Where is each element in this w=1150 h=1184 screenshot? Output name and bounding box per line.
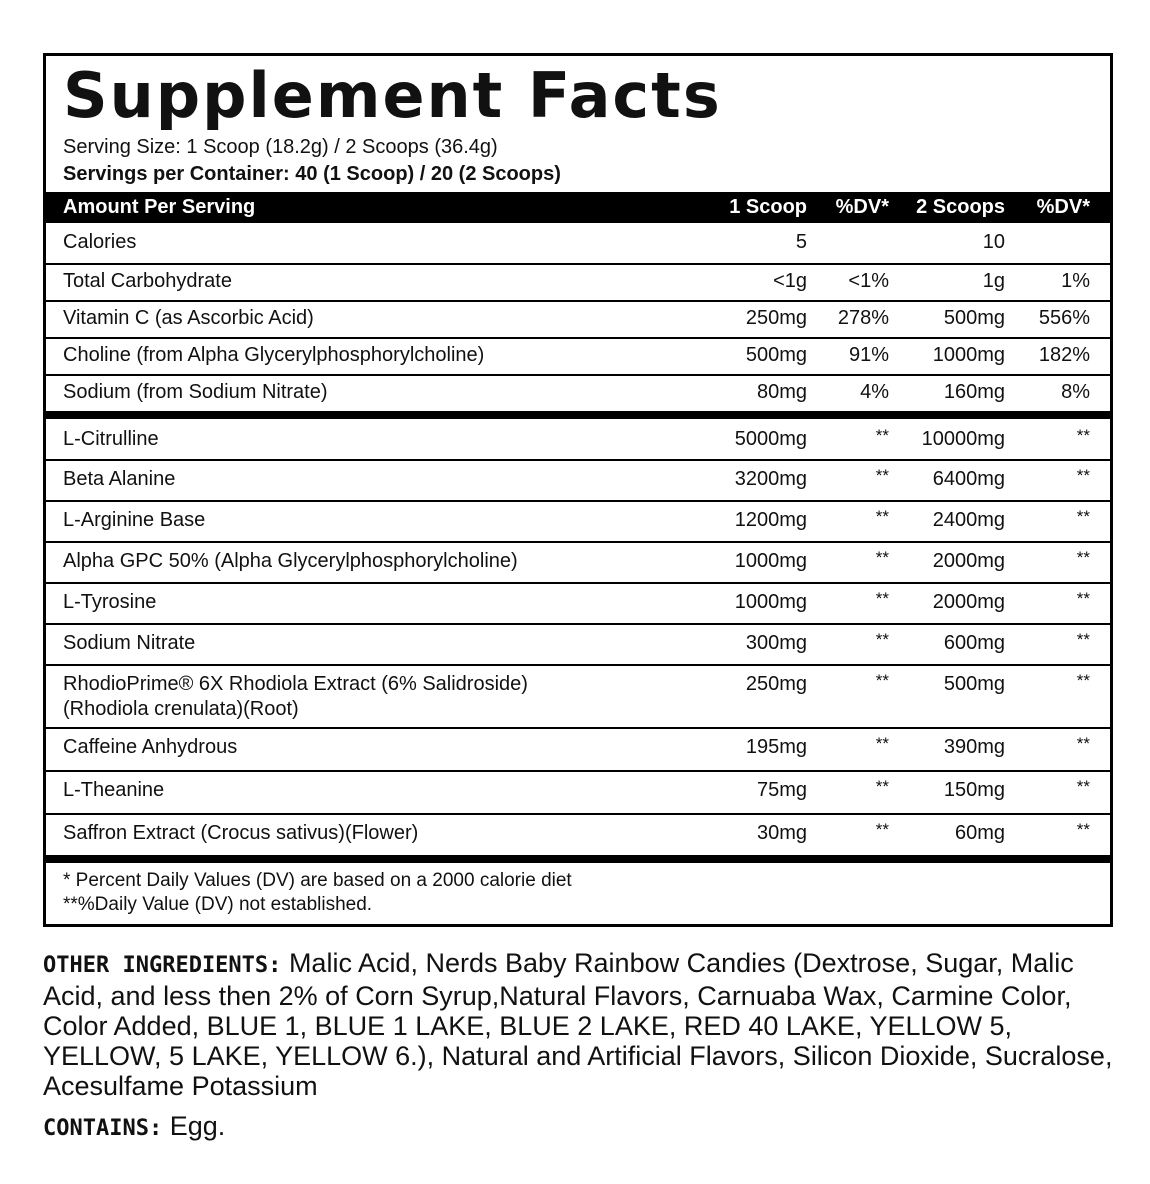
row-name-subline: (Rhodiola crenulata)(Root)	[63, 698, 299, 720]
row-name: L-Theanine	[63, 779, 165, 801]
row-1-scoop: 1000mg	[734, 591, 807, 613]
row-dv-2: **	[1076, 466, 1090, 485]
row-name: Vitamin C (as Ascorbic Acid)	[63, 307, 314, 329]
row-name: Calories	[63, 231, 137, 253]
serving-size: Serving Size: 1 Scoop (18.2g) / 2 Scoops (36.4g)	[63, 136, 498, 158]
row-2-scoops: 500mg	[943, 673, 1005, 695]
table-row	[46, 543, 1110, 582]
supplement-facts-panel	[43, 53, 1113, 927]
row-2-scoops: 6400mg	[932, 468, 1005, 490]
row-1-scoop: 5000mg	[734, 428, 807, 450]
row-1-scoop: 75mg	[756, 779, 807, 801]
row-name: Choline (from Alpha Glycerylphosphorylcholine)	[63, 344, 485, 366]
row-name: Sodium (from Sodium Nitrate)	[63, 381, 328, 403]
table-row	[46, 339, 1110, 376]
header-1-scoop: 1 Scoop	[729, 196, 807, 218]
footnotes	[63, 869, 572, 917]
row-2-scoops: 2000mg	[932, 591, 1005, 613]
footnote-dv: * Percent Daily Values (DV) are based on a 2000 calorie diet	[63, 870, 572, 891]
row-2-scoops: 10000mg	[921, 428, 1005, 450]
header-dv-1: %DV*	[835, 196, 889, 218]
panel-title: Supplement Facts	[63, 59, 722, 132]
table-row	[46, 376, 1110, 413]
row-dv-2: 556%	[1038, 307, 1090, 329]
row-dv-2: 182%	[1038, 344, 1090, 366]
row-2-scoops: 500mg	[943, 307, 1005, 329]
row-dv-1: <1%	[848, 270, 889, 292]
table-row	[46, 584, 1110, 623]
row-name: L-Citrulline	[63, 428, 159, 450]
table-header	[46, 192, 1110, 223]
contains-statement	[43, 1110, 225, 1145]
row-dv-1: **	[875, 548, 889, 567]
row-dv-1: **	[875, 734, 889, 753]
row-2-scoops: 390mg	[943, 736, 1005, 758]
table-row	[46, 815, 1110, 855]
row-name: RhodioPrime® 6X Rhodiola Extract (6% Salidroside)	[63, 673, 528, 695]
other-ingredients	[43, 948, 1113, 1101]
table-row	[46, 265, 1110, 302]
header-dv-2: %DV*	[1036, 196, 1090, 218]
row-2-scoops: 60mg	[954, 822, 1005, 844]
row-name: Beta Alanine	[63, 468, 176, 490]
row-dv-1: 4%	[860, 381, 889, 403]
row-1-scoop: 195mg	[745, 736, 807, 758]
row-dv-1: **	[875, 820, 889, 839]
row-dv-2: **	[1076, 820, 1090, 839]
row-dv-2: **	[1076, 426, 1090, 445]
table-row	[46, 772, 1110, 813]
row-2-scoops: 2400mg	[932, 509, 1005, 531]
row-dv-1: 91%	[848, 344, 889, 366]
row-1-scoop: 1000mg	[734, 550, 807, 572]
row-2-scoops: 10	[982, 231, 1005, 253]
section-divider	[46, 855, 1110, 863]
row-name: Total Carbohydrate	[63, 270, 232, 292]
table-row	[46, 419, 1110, 459]
table-row	[46, 625, 1110, 664]
table-row	[46, 729, 1110, 770]
row-dv-2: 8%	[1061, 381, 1090, 403]
table-row	[46, 666, 1110, 727]
row-dv-2: **	[1076, 630, 1090, 649]
row-1-scoop: 5	[795, 231, 807, 253]
row-2-scoops: 2000mg	[932, 550, 1005, 572]
row-1-scoop: 80mg	[756, 381, 807, 403]
row-name: Saffron Extract (Crocus sativus)(Flower)	[63, 822, 419, 844]
row-2-scoops: 1000mg	[932, 344, 1005, 366]
row-name: Caffeine Anhydrous	[63, 736, 238, 758]
row-1-scoop: 300mg	[745, 632, 807, 654]
row-name: Sodium Nitrate	[63, 632, 196, 654]
row-dv-2: **	[1076, 777, 1090, 796]
table-row	[46, 302, 1110, 339]
row-1-scoop: 500mg	[745, 344, 807, 366]
row-name: Alpha GPC 50% (Alpha Glycerylphosphorylcholine)	[63, 550, 518, 572]
other-ingredients-label: OTHER INGREDIENTS:	[43, 953, 282, 978]
table-row	[46, 223, 1110, 260]
row-dv-2: **	[1076, 671, 1090, 690]
table-row	[46, 461, 1110, 500]
row-dv-1: **	[875, 426, 889, 445]
table-row	[46, 502, 1110, 541]
row-dv-2: **	[1076, 548, 1090, 567]
row-dv-1: **	[875, 507, 889, 526]
row-dv-2: **	[1076, 507, 1090, 526]
row-2-scoops: 150mg	[943, 779, 1005, 801]
row-dv-1: 278%	[837, 307, 889, 329]
footnote-not-established: **%Daily Value (DV) not established.	[63, 894, 373, 915]
row-name: L-Arginine Base	[63, 509, 206, 531]
row-1-scoop: <1g	[773, 270, 807, 292]
row-1-scoop: 3200mg	[734, 468, 807, 490]
row-dv-1: **	[875, 589, 889, 608]
row-dv-2: 1%	[1061, 270, 1090, 292]
row-1-scoop: 250mg	[745, 307, 807, 329]
contains-label: CONTAINS:	[43, 1116, 163, 1141]
row-dv-2: **	[1076, 589, 1090, 608]
header-2-scoops: 2 Scoops	[916, 196, 1005, 218]
row-dv-2: **	[1076, 734, 1090, 753]
row-dv-1: **	[875, 466, 889, 485]
row-2-scoops: 600mg	[943, 632, 1005, 654]
row-1-scoop: 250mg	[745, 673, 807, 695]
row-1-scoop: 1200mg	[734, 509, 807, 531]
row-dv-1: **	[875, 777, 889, 796]
contains-text: Egg.	[169, 1111, 226, 1141]
row-dv-1: **	[875, 671, 889, 690]
header-amount: Amount Per Serving	[63, 196, 256, 218]
row-dv-1: **	[875, 630, 889, 649]
row-2-scoops: 1g	[982, 270, 1005, 292]
section-divider	[46, 411, 1110, 419]
servings-per-container: Servings per Container: 40 (1 Scoop) / 20 (2 Scoops)	[63, 163, 561, 185]
row-2-scoops: 160mg	[943, 381, 1005, 403]
other-ingredients-text: Malic Acid, Nerds Baby Rainbow Candies (Dextrose, Sugar, Malic Acid, and less then 2% of Corn Syrup,Natural Flavors, Carnuaba Wax, Carmine Color, Color Added, BLUE 1, BLUE 1 LAKE, BLUE 2 LAKE, RED 40 LAKE, YELLOW 5, YELLOW, 5 LAKE, YELLOW 6.), Natural and Artificial Flavors, Silicon Dioxide, Sucralose, Acesulfame Potassium	[43, 948, 1113, 1101]
row-name: L-Tyrosine	[63, 591, 157, 613]
row-1-scoop: 30mg	[756, 822, 807, 844]
